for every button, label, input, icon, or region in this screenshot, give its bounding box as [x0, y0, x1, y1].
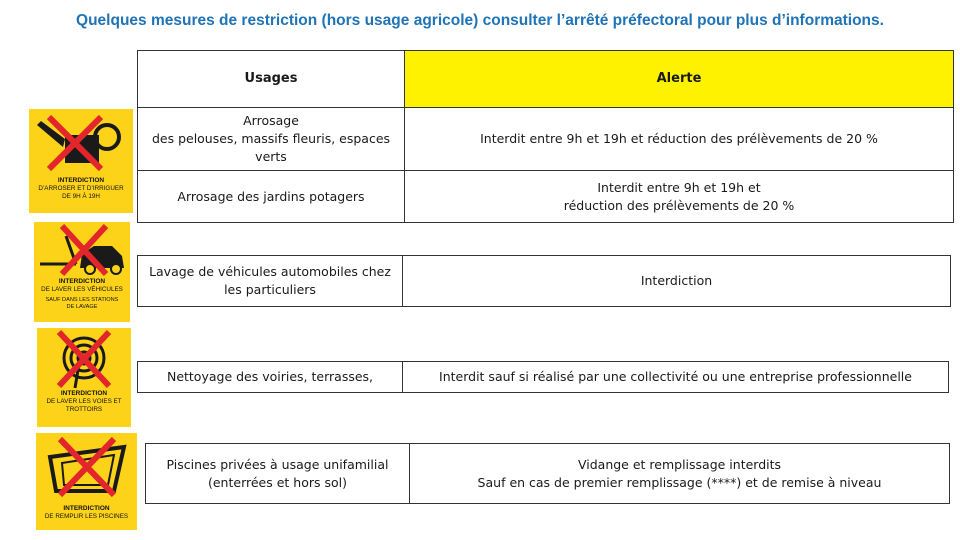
sign-piscines	[36, 433, 137, 530]
usage-cell	[146, 444, 410, 504]
sign-title: INTERDICTION	[63, 505, 110, 512]
table-row	[146, 444, 950, 504]
alerte-text: Vidange et remplissage interdits	[577, 456, 782, 472]
sign-arroser	[29, 109, 133, 213]
table-row	[138, 171, 954, 223]
sign-title: INTERDICTION	[60, 390, 108, 397]
restriction-table-nettoyage	[137, 361, 949, 393]
sign-vehicules	[34, 222, 130, 322]
pool-icon	[38, 433, 135, 499]
usage-cell: Arrosage des jardins potagers	[138, 171, 405, 223]
hose-icon	[39, 328, 129, 390]
alerte-text: réduction des prélèvements de 20 %	[563, 197, 795, 213]
table-row	[138, 108, 954, 171]
watering-can-icon	[31, 109, 131, 177]
table-row	[138, 362, 949, 393]
usage-cell	[138, 256, 403, 307]
sign-line: DE LAVER LES VOIES ET	[46, 398, 122, 405]
sign-line: DE 9H À 19H	[62, 193, 100, 200]
sign-line: DE LAVER LES VÉHICULES	[41, 286, 123, 293]
usage-text: (enterrées et hors sol)	[207, 474, 347, 490]
restriction-table-piscines	[145, 443, 950, 504]
sign-voies	[37, 328, 131, 427]
usage-text: verts	[255, 149, 287, 164]
alerte-text: Sauf en cas de premier remplissage (****) et de remise à niveau	[477, 474, 882, 490]
usage-text: Arrosage	[243, 113, 299, 128]
alerte-cell: Interdit sauf si réalisé par une collectivité ou une entreprise professionnelle	[403, 362, 949, 393]
sign-title: INTERDICTION	[58, 278, 106, 285]
sign-line: TROTTOIRS	[65, 406, 103, 413]
sign-note: DE LAVAGE	[66, 304, 98, 310]
car-wash-icon	[36, 222, 128, 278]
usage-cell	[138, 108, 405, 171]
alerte-cell: Interdit entre 9h et 19h et réduction des prélèvements de 20 %	[405, 108, 954, 171]
restriction-table-main	[137, 50, 954, 223]
usage-cell: Nettoyage des voiries, terrasses,	[138, 362, 403, 393]
alerte-cell	[405, 171, 954, 223]
sign-line: D’ARROSER ET D’IRRIGUER	[38, 185, 124, 192]
usage-text: Lavage de véhicules automobiles chez	[149, 264, 391, 279]
sign-note: SAUF DANS LES STATIONS	[45, 297, 119, 303]
table-row	[138, 256, 951, 307]
usage-text: les particuliers	[224, 282, 316, 297]
alerte-cell: Interdiction	[403, 256, 951, 307]
page-title: Quelques mesures de restriction (hors usage agricole) consulter l’arrêté préfectoral pour plus d’informations.	[76, 12, 884, 29]
restriction-table-lavage	[137, 255, 951, 307]
alerte-text: Interdit entre 9h et 19h et	[597, 179, 761, 195]
sign-title: INTERDICTION	[57, 177, 105, 184]
usage-text: des pelouses, massifs fleuris, espaces	[151, 131, 391, 146]
sign-line: DE REMPLIR LES PISCINES	[44, 513, 129, 520]
usage-text: Piscines privées à usage unifamilial	[166, 456, 389, 472]
alerte-cell	[410, 444, 950, 504]
header-usages: Usages	[138, 51, 405, 108]
header-alerte: Alerte	[405, 51, 954, 108]
